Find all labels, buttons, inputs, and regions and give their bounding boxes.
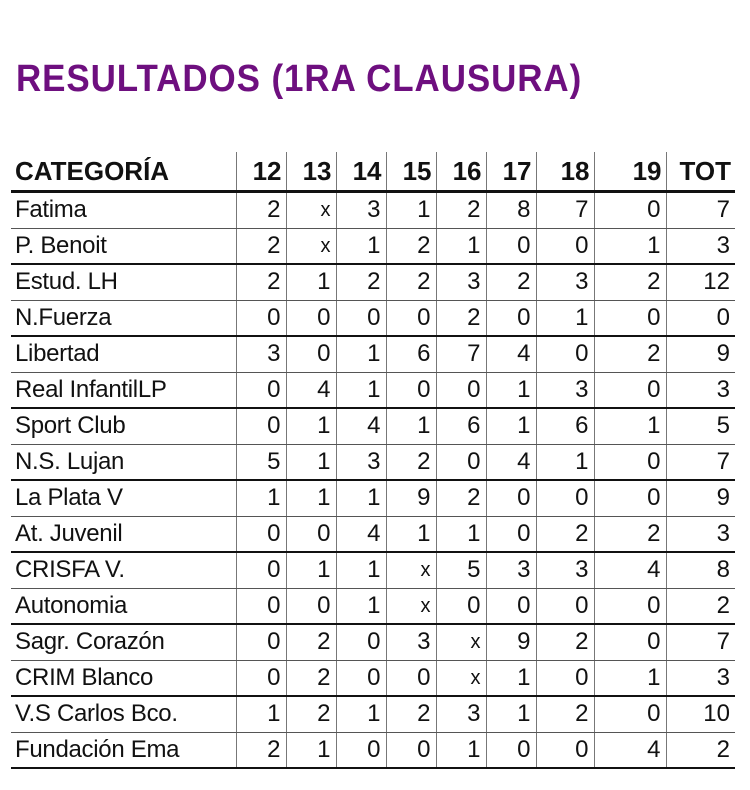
score-cell: 0	[336, 660, 386, 696]
score-cell: 0	[386, 300, 436, 336]
score-cell: 9	[386, 480, 436, 516]
score-cell: 1	[286, 480, 336, 516]
score-cell: 0	[594, 192, 666, 229]
score-cell: 1	[236, 480, 286, 516]
column-header-category: CATEGORÍA	[11, 152, 236, 192]
header-row	[11, 152, 735, 192]
score-cell: 0	[536, 660, 594, 696]
table-row	[11, 624, 735, 660]
team-name-cell: Fundación Ema	[11, 732, 236, 768]
score-cell: 0	[386, 372, 436, 408]
score-cell: 6	[386, 336, 436, 372]
score-cell: 0	[594, 480, 666, 516]
total-cell: 3	[666, 372, 735, 408]
column-header-16: 16	[436, 152, 486, 192]
total-cell: 7	[666, 624, 735, 660]
column-header-18: 18	[536, 152, 594, 192]
score-cell: 0	[536, 588, 594, 624]
score-cell: 0	[286, 588, 336, 624]
score-cell: 4	[286, 372, 336, 408]
score-cell: 3	[336, 192, 386, 229]
total-cell: 3	[666, 660, 735, 696]
score-cell: 1	[286, 264, 336, 300]
score-cell: 1	[386, 408, 436, 444]
score-cell: 0	[336, 300, 386, 336]
score-cell: 0	[594, 588, 666, 624]
table-row	[11, 336, 735, 372]
score-cell: 0	[486, 516, 536, 552]
score-cell: 0	[436, 588, 486, 624]
score-cell: 0	[286, 336, 336, 372]
team-name-cell: CRISFA V.	[11, 552, 236, 588]
total-cell: 2	[666, 732, 735, 768]
table-row	[11, 372, 735, 408]
score-cell: 0	[536, 480, 594, 516]
team-name-cell: N.S. Lujan	[11, 444, 236, 480]
team-name-cell: N.Fuerza	[11, 300, 236, 336]
score-cell: 3	[236, 336, 286, 372]
score-cell: 2	[536, 696, 594, 732]
score-cell: 0	[594, 696, 666, 732]
score-cell: 0	[286, 516, 336, 552]
score-cell: 0	[236, 552, 286, 588]
score-cell: 2	[236, 192, 286, 229]
team-name-cell: Libertad	[11, 336, 236, 372]
score-cell: 3	[386, 624, 436, 660]
total-cell: 7	[666, 192, 735, 229]
score-cell: 2	[336, 264, 386, 300]
score-cell: 4	[486, 336, 536, 372]
score-cell: 2	[594, 264, 666, 300]
table-row	[11, 660, 735, 696]
score-cell: 1	[286, 552, 336, 588]
score-cell: 1	[236, 696, 286, 732]
score-cell: 1	[336, 336, 386, 372]
score-cell: 3	[536, 552, 594, 588]
score-cell: 2	[536, 516, 594, 552]
score-cell: 0	[536, 336, 594, 372]
score-cell: 3	[436, 696, 486, 732]
score-cell: 1	[594, 228, 666, 264]
score-cell: 1	[386, 516, 436, 552]
score-cell: 2	[236, 732, 286, 768]
total-cell: 0	[666, 300, 735, 336]
score-cell: 0	[236, 516, 286, 552]
score-cell: 0	[594, 444, 666, 480]
score-cell: 2	[536, 624, 594, 660]
table-body	[11, 192, 735, 769]
score-cell: 0	[286, 300, 336, 336]
score-cell: 1	[486, 408, 536, 444]
score-cell: 0	[336, 732, 386, 768]
table-row	[11, 192, 735, 229]
column-header-19: 19	[594, 152, 666, 192]
score-cell: 4	[336, 516, 386, 552]
team-name-cell: Real InfantilLP	[11, 372, 236, 408]
column-header-tot: TOT	[666, 152, 735, 192]
score-cell: 0	[594, 624, 666, 660]
team-name-cell: La Plata V	[11, 480, 236, 516]
total-cell: 12	[666, 264, 735, 300]
score-cell: 0	[436, 444, 486, 480]
score-cell: 1	[336, 588, 386, 624]
score-cell: 1	[486, 660, 536, 696]
team-name-cell: V.S Carlos Bco.	[11, 696, 236, 732]
table-row	[11, 444, 735, 480]
score-cell: 2	[594, 336, 666, 372]
score-cell: 2	[286, 660, 336, 696]
score-cell: 0	[386, 732, 436, 768]
score-cell: 9	[486, 624, 536, 660]
team-name-cell: At. Juvenil	[11, 516, 236, 552]
page-title: RESULTADOS (1RA CLAUSURA)	[16, 58, 583, 100]
score-cell: 1	[336, 480, 386, 516]
table-row	[11, 732, 735, 768]
score-cell: 3	[336, 444, 386, 480]
score-cell: 1	[286, 732, 336, 768]
total-cell: 9	[666, 480, 735, 516]
table-header	[11, 152, 735, 192]
total-cell: 9	[666, 336, 735, 372]
column-header-15: 15	[386, 152, 436, 192]
table-row	[11, 516, 735, 552]
score-cell: 1	[286, 444, 336, 480]
score-cell: 7	[436, 336, 486, 372]
score-cell: 2	[436, 480, 486, 516]
score-cell: 0	[336, 624, 386, 660]
score-cell: 2	[286, 696, 336, 732]
team-name-cell: CRIM Blanco	[11, 660, 236, 696]
score-cell: 0	[486, 480, 536, 516]
score-cell: 4	[336, 408, 386, 444]
score-cell: 2	[486, 264, 536, 300]
total-cell: 7	[666, 444, 735, 480]
total-cell: 3	[666, 228, 735, 264]
results-table	[11, 152, 735, 769]
score-cell: 0	[594, 372, 666, 408]
score-cell: 1	[436, 732, 486, 768]
score-cell: 4	[594, 732, 666, 768]
score-cell: 2	[594, 516, 666, 552]
score-cell: 0	[236, 300, 286, 336]
score-cell: 0	[236, 588, 286, 624]
score-cell: 1	[336, 372, 386, 408]
team-name-cell: Sagr. Corazón	[11, 624, 236, 660]
score-cell: 2	[386, 696, 436, 732]
score-cell: x	[386, 588, 436, 624]
total-cell: 3	[666, 516, 735, 552]
team-name-cell: Autonomia	[11, 588, 236, 624]
score-cell: 0	[536, 228, 594, 264]
table-row	[11, 552, 735, 588]
score-cell: 3	[436, 264, 486, 300]
score-cell: 3	[536, 264, 594, 300]
score-cell: 1	[536, 300, 594, 336]
team-name-cell: Fatima	[11, 192, 236, 229]
score-cell: 0	[436, 372, 486, 408]
score-cell: 0	[236, 372, 286, 408]
score-cell: 5	[436, 552, 486, 588]
score-cell: 0	[486, 732, 536, 768]
column-header-14: 14	[336, 152, 386, 192]
score-cell: 1	[486, 696, 536, 732]
column-header-13: 13	[286, 152, 336, 192]
score-cell: 1	[594, 408, 666, 444]
total-cell: 5	[666, 408, 735, 444]
score-cell: 1	[386, 192, 436, 229]
score-cell: 0	[236, 660, 286, 696]
score-cell: 2	[436, 192, 486, 229]
column-header-17: 17	[486, 152, 536, 192]
score-cell: 7	[536, 192, 594, 229]
total-cell: 8	[666, 552, 735, 588]
score-cell: 3	[486, 552, 536, 588]
team-name-cell: Sport Club	[11, 408, 236, 444]
score-cell: 0	[536, 732, 594, 768]
team-name-cell: P. Benoit	[11, 228, 236, 264]
score-cell: 1	[536, 444, 594, 480]
score-cell: 1	[336, 696, 386, 732]
score-cell: 5	[236, 444, 286, 480]
score-cell: 1	[486, 372, 536, 408]
total-cell: 10	[666, 696, 735, 732]
score-cell: 2	[436, 300, 486, 336]
score-cell: 2	[236, 264, 286, 300]
score-cell: x	[436, 660, 486, 696]
score-cell: 4	[594, 552, 666, 588]
score-cell: 6	[436, 408, 486, 444]
score-cell: 1	[336, 552, 386, 588]
score-cell: 0	[486, 228, 536, 264]
score-cell: 1	[436, 228, 486, 264]
score-cell: 0	[486, 588, 536, 624]
score-cell: x	[436, 624, 486, 660]
table-row	[11, 408, 735, 444]
column-header-12: 12	[236, 152, 286, 192]
score-cell: 2	[236, 228, 286, 264]
score-cell: 2	[286, 624, 336, 660]
score-cell: 0	[486, 300, 536, 336]
score-cell: 2	[386, 264, 436, 300]
score-cell: 0	[236, 624, 286, 660]
score-cell: 4	[486, 444, 536, 480]
score-cell: 0	[236, 408, 286, 444]
score-cell: 1	[594, 660, 666, 696]
score-cell: x	[286, 228, 336, 264]
total-cell: 2	[666, 588, 735, 624]
score-cell: 1	[286, 408, 336, 444]
score-cell: 0	[386, 660, 436, 696]
score-cell: 2	[386, 228, 436, 264]
score-cell: x	[286, 192, 336, 229]
table-row	[11, 228, 735, 264]
score-cell: 1	[436, 516, 486, 552]
score-cell: 8	[486, 192, 536, 229]
table-row	[11, 696, 735, 732]
table-row	[11, 588, 735, 624]
score-cell: 6	[536, 408, 594, 444]
score-cell: 1	[336, 228, 386, 264]
score-cell: 0	[594, 300, 666, 336]
score-cell: x	[386, 552, 436, 588]
team-name-cell: Estud. LH	[11, 264, 236, 300]
table-row	[11, 264, 735, 300]
score-cell: 2	[386, 444, 436, 480]
score-cell: 3	[536, 372, 594, 408]
table-row	[11, 300, 735, 336]
table-row	[11, 480, 735, 516]
